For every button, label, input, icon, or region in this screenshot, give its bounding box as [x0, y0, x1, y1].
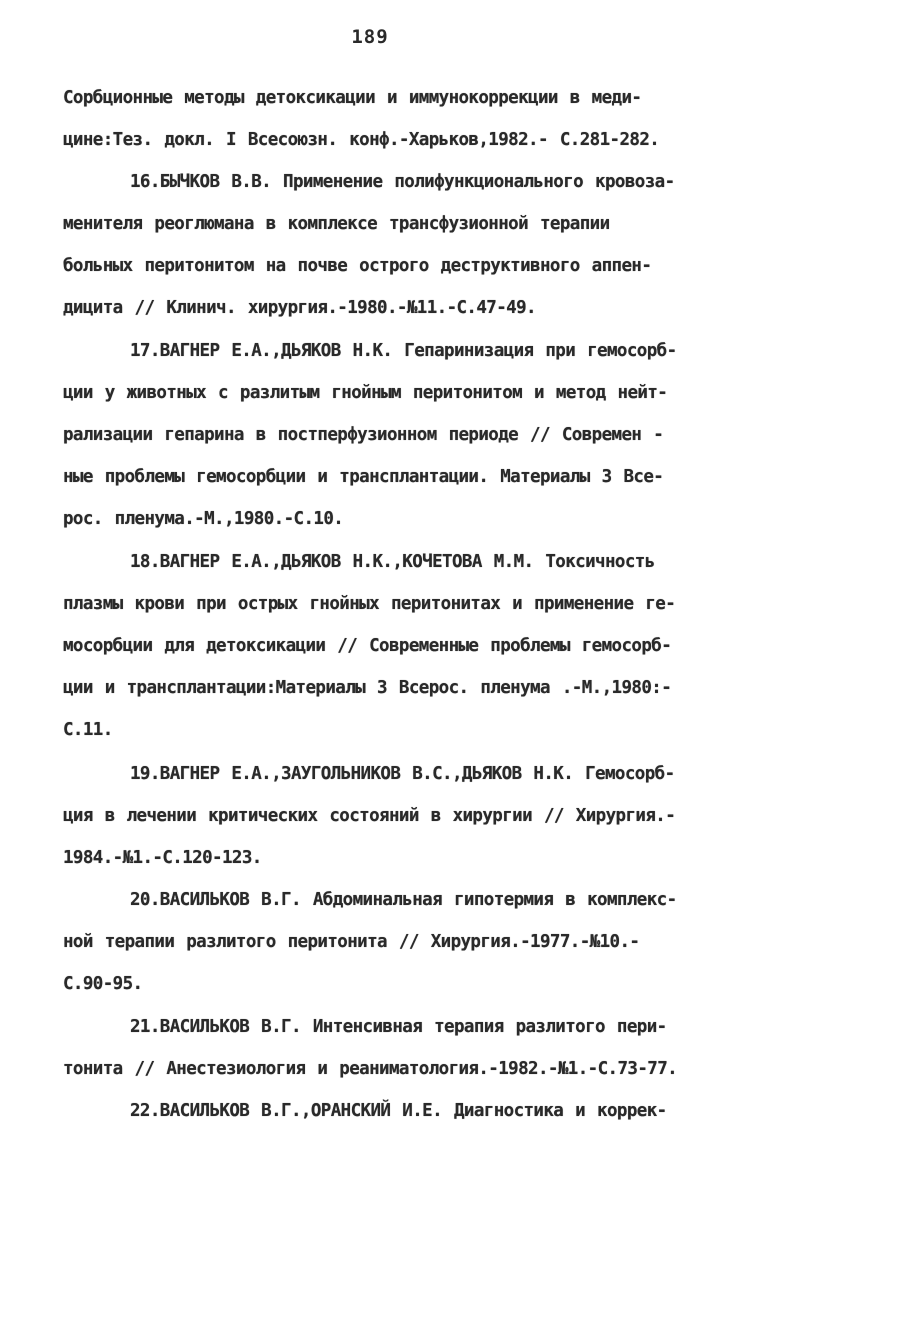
reference-18-start: 18.ВАГНЕР Е.А.,ДЬЯКОВ Н.К.,КОЧЕТОВА М.М. Токсичность [130, 552, 655, 572]
reference-19-start: 19.ВАГНЕР Е.А.,ЗАУГОЛЬНИКОВ В.С.,ДЬЯКОВ Н.К. Гемосорб- [130, 764, 675, 784]
text-line: менителя реоглюмана в комплексе трансфузионной терапии [63, 214, 610, 234]
reference-16-start: 16.БЫЧКОВ В.В. Применение полифункционального кровоза- [130, 172, 675, 192]
text-line: С.11. [63, 720, 113, 740]
text-line: С.90-95. [63, 974, 143, 994]
text-line: дицита // Клинич. хирургия.-1980.-№11.-С.47-49. [63, 298, 536, 318]
text-line: ции у животных с разлитым гнойным перитонитом и метод нейт- [63, 383, 668, 403]
reference-22-start: 22.ВАСИЛЬКОВ В.Г.,ОРАНСКИЙ И.Е. Диагностика и коррек- [130, 1101, 667, 1121]
text-line: рос. пленума.-М.,1980.-С.10. [63, 509, 344, 529]
reference-17-start: 17.ВАГНЕР Е.А.,ДЬЯКОВ Н.К. Гепаринизация при гемосорб- [130, 341, 677, 361]
text-line: больных перитонитом на почве острого деструктивного аппен- [63, 256, 652, 276]
text-line: цине:Тез. докл. I Всесоюзн. конф.-Харьков,1982.- С.281-282. [63, 130, 660, 150]
text-line: ные проблемы гемосорбции и трансплантации. Материалы 3 Все- [63, 467, 664, 487]
text-line: мосорбции для детоксикации // Современные проблемы гемосорб- [63, 636, 672, 656]
text-line: ной терапии разлитого перитонита // Хирургия.-1977.-№10.- [63, 932, 640, 952]
text-line: тонита // Анестезиология и реаниматология.-1982.-№1.-С.73-77. [63, 1059, 678, 1079]
text-line: плазмы крови при острых гнойных перитонитах и применение ге- [63, 594, 676, 614]
reference-21-start: 21.ВАСИЛЬКОВ В.Г. Интенсивная терапия разлитого пери- [130, 1017, 667, 1037]
text-line: ция в лечении критических состояний в хирургии // Хирургия.- [63, 806, 676, 826]
page-number: 189 [351, 26, 389, 48]
text-line: ции и трансплантации:Материалы 3 Всерос. пленума .-М.,1980:- [63, 678, 672, 698]
text-line: Сорбционные методы детоксикации и иммунокоррекции в меди- [63, 88, 642, 108]
reference-20-start: 20.ВАСИЛЬКОВ В.Г. Абдоминальная гипотермия в комплекс- [130, 890, 677, 910]
text-line: 1984.-№1.-С.120-123. [63, 848, 262, 868]
text-line: рализации гепарина в постперфузионном периоде // Современ - [63, 425, 664, 445]
